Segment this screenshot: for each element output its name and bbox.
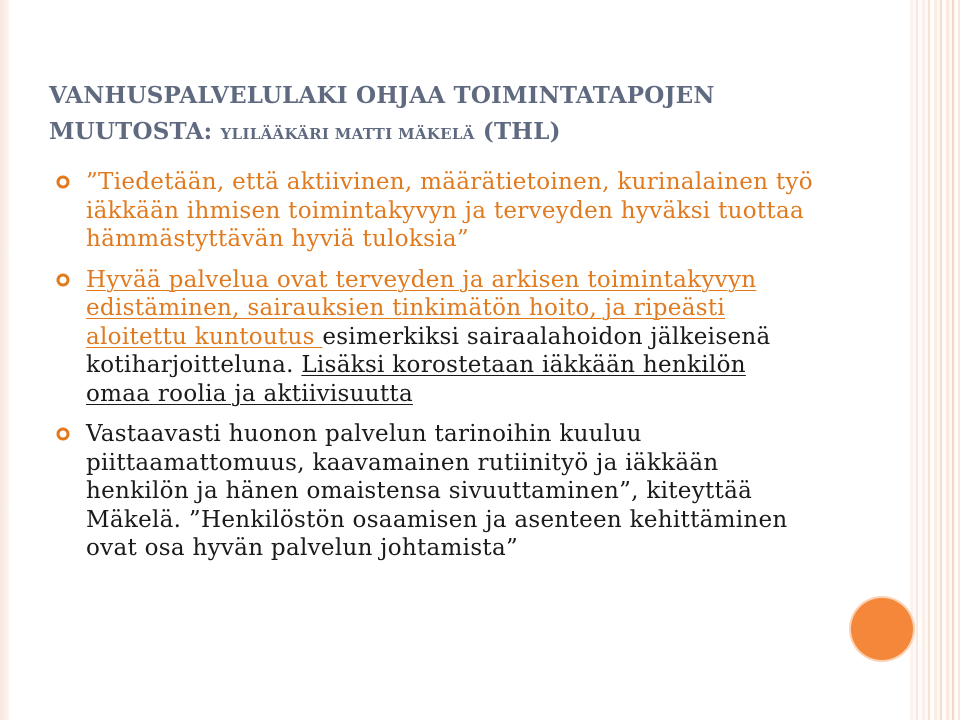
- bullet-text-3: Vastaavasti huonon palvelun tarinoihin kuuluu piittaamattomuus, kaavamainen rutiinityö ja iäkkään henkilön ja hänen omaistensa sivuuttaminen”, kiteyttää Mäkelä. ”Henkilöstön osaamisen ja asenteen kehittäminen ovat osa hyvän palvelun johtamista”: [86, 421, 788, 561]
- bullet-text-2: [86, 266, 816, 409]
- bullet-list: [56, 168, 816, 575]
- bullet-2-part-2: esimerkiksi sairaalahoidon jälkeisenä kotiharjoitteluna.: [86, 323, 771, 378]
- bullet-2-part-1: Hyvää palvelua ovat terveyden ja arkisen toimintakyvyn edistäminen, sairauksien tinkimätön hoito, ja ripeästi aloitettu kuntoutus: [86, 266, 757, 350]
- hollow-circle-bullet-icon: [56, 427, 70, 441]
- title-line-1: VANHUSPALVELULAKI OHJAA TOIMINTATAPOJEN: [49, 82, 715, 109]
- bullet-item-3: [56, 420, 816, 563]
- hollow-circle-bullet-icon: [56, 175, 70, 189]
- left-decorative-bar: [0, 0, 9, 720]
- bullet-2-part-3: Lisäksi korostetaan iäkkään henkilön omaa roolia ja aktiivisuutta: [86, 352, 746, 407]
- hollow-circle-bullet-icon: [56, 273, 70, 287]
- orange-decorative-circle: [851, 598, 913, 660]
- title-main: MUUTOSTA:: [49, 118, 221, 145]
- title-line-2: [49, 114, 839, 152]
- title-author: YLILÄÄKÄRI MATTI MÄKELÄ: [220, 125, 475, 143]
- bullet-text-1: ”Tiedetään, että aktiivinen, määrätietoinen, kurinalainen työ iäkkään ihmisen toimintakyvyn ja terveyden hyväksi tuottaa hämmästyttävän hyviä tuloksia”: [86, 169, 813, 252]
- slide-title: [49, 78, 839, 152]
- title-org: (THL): [474, 118, 561, 145]
- right-decorative-stripes: [910, 0, 960, 720]
- bullet-item-1: [56, 168, 816, 254]
- bullet-item-2: [56, 266, 816, 409]
